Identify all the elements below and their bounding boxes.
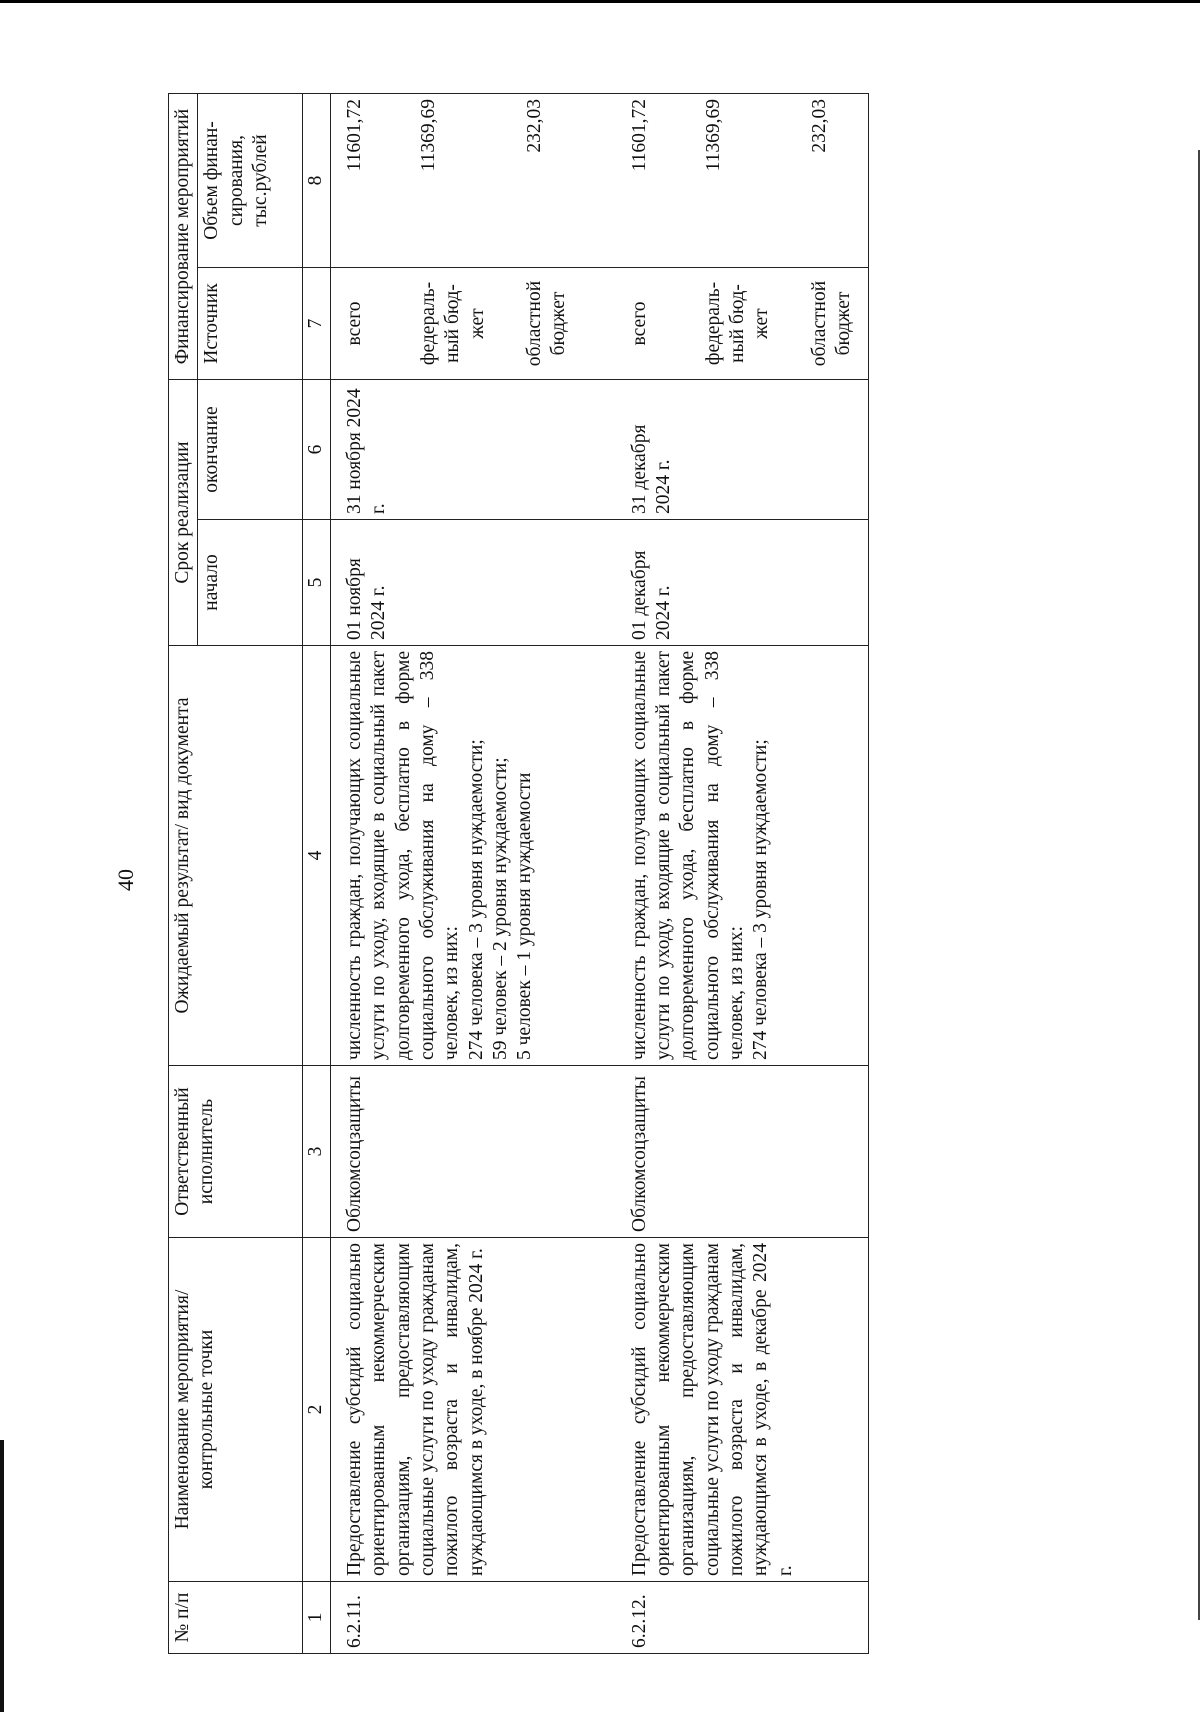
- row-start: 01 ноября 2024 г.: [330, 520, 583, 646]
- header-financing: Финансирование мероприятий: [169, 93, 198, 379]
- row-end: 31 декабря 2024 г.: [584, 380, 869, 520]
- row-result-main: численность граждан, получающих социальные услуги по уходу, входящие в социальный пакет долговременного ухода, бесплатно в форме социального обслуживания на дому – 338 человек, из них:: [628, 651, 747, 1060]
- row-amounts: [584, 93, 869, 267]
- row-source: федераль- ный бюд- жет: [702, 281, 773, 366]
- column-number-row: [303, 93, 330, 1653]
- table-row: [330, 93, 583, 1653]
- scan-edge-top: [0, 0, 1200, 3]
- row-amount: 232,03: [523, 98, 545, 153]
- row-amount: 11369,69: [702, 98, 724, 172]
- row-sources: [330, 268, 583, 380]
- header-source: Источник: [198, 268, 303, 380]
- row-source: всего: [343, 301, 365, 346]
- row-source: федераль- ный бюд- жет: [417, 281, 488, 366]
- row-amount: 11369,69: [417, 98, 439, 172]
- row-amounts: [330, 93, 583, 267]
- row-executor: Облкомсоцзащиты: [330, 1066, 583, 1238]
- header-num: № п/п: [169, 1582, 303, 1654]
- page-number: 40: [113, 869, 138, 891]
- row-name: Предоставление субсидий социально ориентированным некоммерческим организациям, предоставляющим социальные услуги по уходу гражданам пожилого возраста и инвалидам, нуждающимся в уходе, в декабре 2024 г.: [584, 1238, 869, 1582]
- column-number: 8: [303, 93, 330, 267]
- row-start: 01 декабря 2024 г.: [584, 520, 869, 646]
- rotated-table-container: [168, 94, 1028, 1654]
- header-row-1: [169, 93, 198, 1653]
- header-term-end: окончание: [198, 380, 303, 520]
- row-result: [330, 646, 583, 1066]
- activities-table: [168, 93, 869, 1654]
- header-term: Срок реализации: [169, 380, 198, 646]
- row-amount: 11601,72: [343, 98, 365, 172]
- header-amount: Объем финан- сирования, тыс.рублей: [198, 93, 303, 267]
- row-amount: 11601,72: [628, 98, 650, 172]
- scan-edge-left: [0, 1440, 4, 1712]
- column-number: 2: [303, 1238, 330, 1582]
- row-name: Предоставление субсидий социально ориентированным некоммерческим организациям, предоставляющим социальные услуги по уходу гражданам пожилого возраста и инвалидам, нуждающимся в уходе, в ноябре 2024 г.: [330, 1238, 583, 1582]
- row-result-item: 274 человека – 3 уровня нуждаемости;: [750, 739, 772, 1060]
- column-number: 6: [303, 380, 330, 520]
- row-result-item: 59 человек – 2 уровня нуждаемости;: [490, 757, 511, 1060]
- header-name: Наименование мероприятия/ контрольные точки: [169, 1238, 303, 1582]
- row-num: 6.2.11.: [330, 1582, 583, 1654]
- column-number: 1: [303, 1582, 330, 1654]
- row-executor: Облкомсоцзащиты: [584, 1066, 869, 1238]
- column-number: 7: [303, 268, 330, 380]
- header-term-start: начало: [198, 520, 303, 646]
- row-source: областной бюджет: [523, 280, 570, 367]
- row-sources: [584, 268, 869, 380]
- column-number: 3: [303, 1066, 330, 1238]
- row-result: [584, 646, 869, 1066]
- row-source: всего: [628, 301, 650, 346]
- table-row: [584, 93, 869, 1653]
- row-source: областной бюджет: [808, 280, 854, 367]
- row-result-item: 274 человека – 3 уровня нуждаемости;: [465, 739, 487, 1060]
- header-executor: Ответственный исполнитель: [169, 1066, 303, 1238]
- row-amount: 232,03: [808, 98, 830, 153]
- row-num: 6.2.12.: [584, 1582, 869, 1654]
- column-number: 5: [303, 520, 330, 646]
- column-number: 4: [303, 646, 330, 1066]
- row-end: 31 ноября 2024 г.: [330, 380, 583, 520]
- header-result: Ожидаемый результат/ вид документа: [169, 646, 303, 1066]
- row-result-main: численность граждан, получающих социальные услуги по уходу, входящие в социальный пакет долговременного ухода, бесплатно в форме социального обслуживания на дому – 338 человек, из них:: [343, 651, 463, 1060]
- row-result-item: 5 человек – 1 уровня нуждаемости: [514, 772, 536, 1060]
